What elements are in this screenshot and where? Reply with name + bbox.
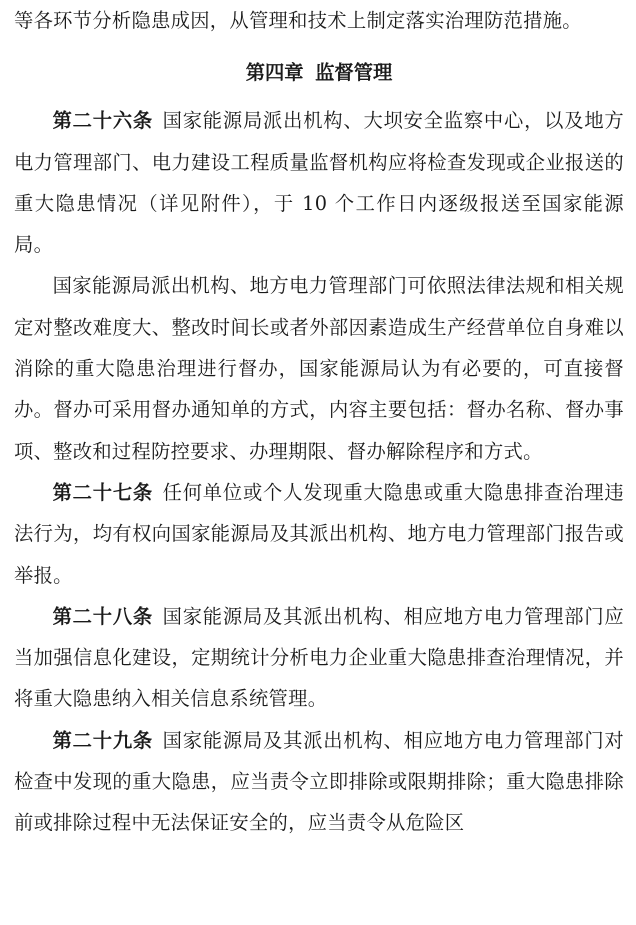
article-29 xyxy=(14,720,624,844)
chapter-title: 监督管理 xyxy=(315,61,393,85)
article-28-label: 第二十八条 xyxy=(52,604,153,628)
article-26-paragraph-2: 国家能源局派出机构、地方电力管理部门可依照法律法规和相关规定对整改难度大、整改时间长或者外部因素造成生产经营单位自身难以消除的重大隐患治理进行督办，国家能源局认为有必要的，可直接督办。督办可采用督办通知单的方式，内容主要包括：督办名称、督办事项、整改和过程防控要求、办理期限、督办解除程序和方式。 xyxy=(14,274,624,463)
article-27 xyxy=(14,472,624,596)
paragraph-continued: 等各环节分析隐患成因，从管理和技术上制定落实治理防范措施。 xyxy=(14,9,582,32)
article-26 xyxy=(14,100,624,265)
article-27-label: 第二十七条 xyxy=(52,480,153,504)
article-26-text: 国家能源局派出机构、大坝安全监察中心，以及地方电力管理部门、电力建设工程质量监督机构应将检查发现或企业报送的重大隐患情况（详见附件），于 10 个工作日内逐级报送至国家能源局。 xyxy=(14,109,624,257)
article-29-text: 国家能源局及其派出机构、相应地方电力管理部门对检查中发现的重大隐患，应当责令立即排除或限期排除；重大隐患排除前或排除过程中无法保证安全的，应当责令从危险区 xyxy=(14,728,624,835)
article-28-text: 国家能源局及其派出机构、相应地方电力管理部门应当加强信息化建设，定期统计分析电力企业重大隐患排查治理情况，并将重大隐患纳入相关信息系统管理。 xyxy=(14,604,624,711)
article-26-label: 第二十六条 xyxy=(52,109,153,133)
chapter-number: 第四章 xyxy=(245,61,304,85)
article-28 xyxy=(14,596,624,720)
article-27-text: 任何单位或个人发现重大隐患或重大隐患排查治理违法行为，均有权向国家能源局及其派出机构、地方电力管理部门报告或举报。 xyxy=(14,480,624,587)
article-29-label: 第二十九条 xyxy=(52,728,153,752)
chapter-heading xyxy=(14,44,624,100)
